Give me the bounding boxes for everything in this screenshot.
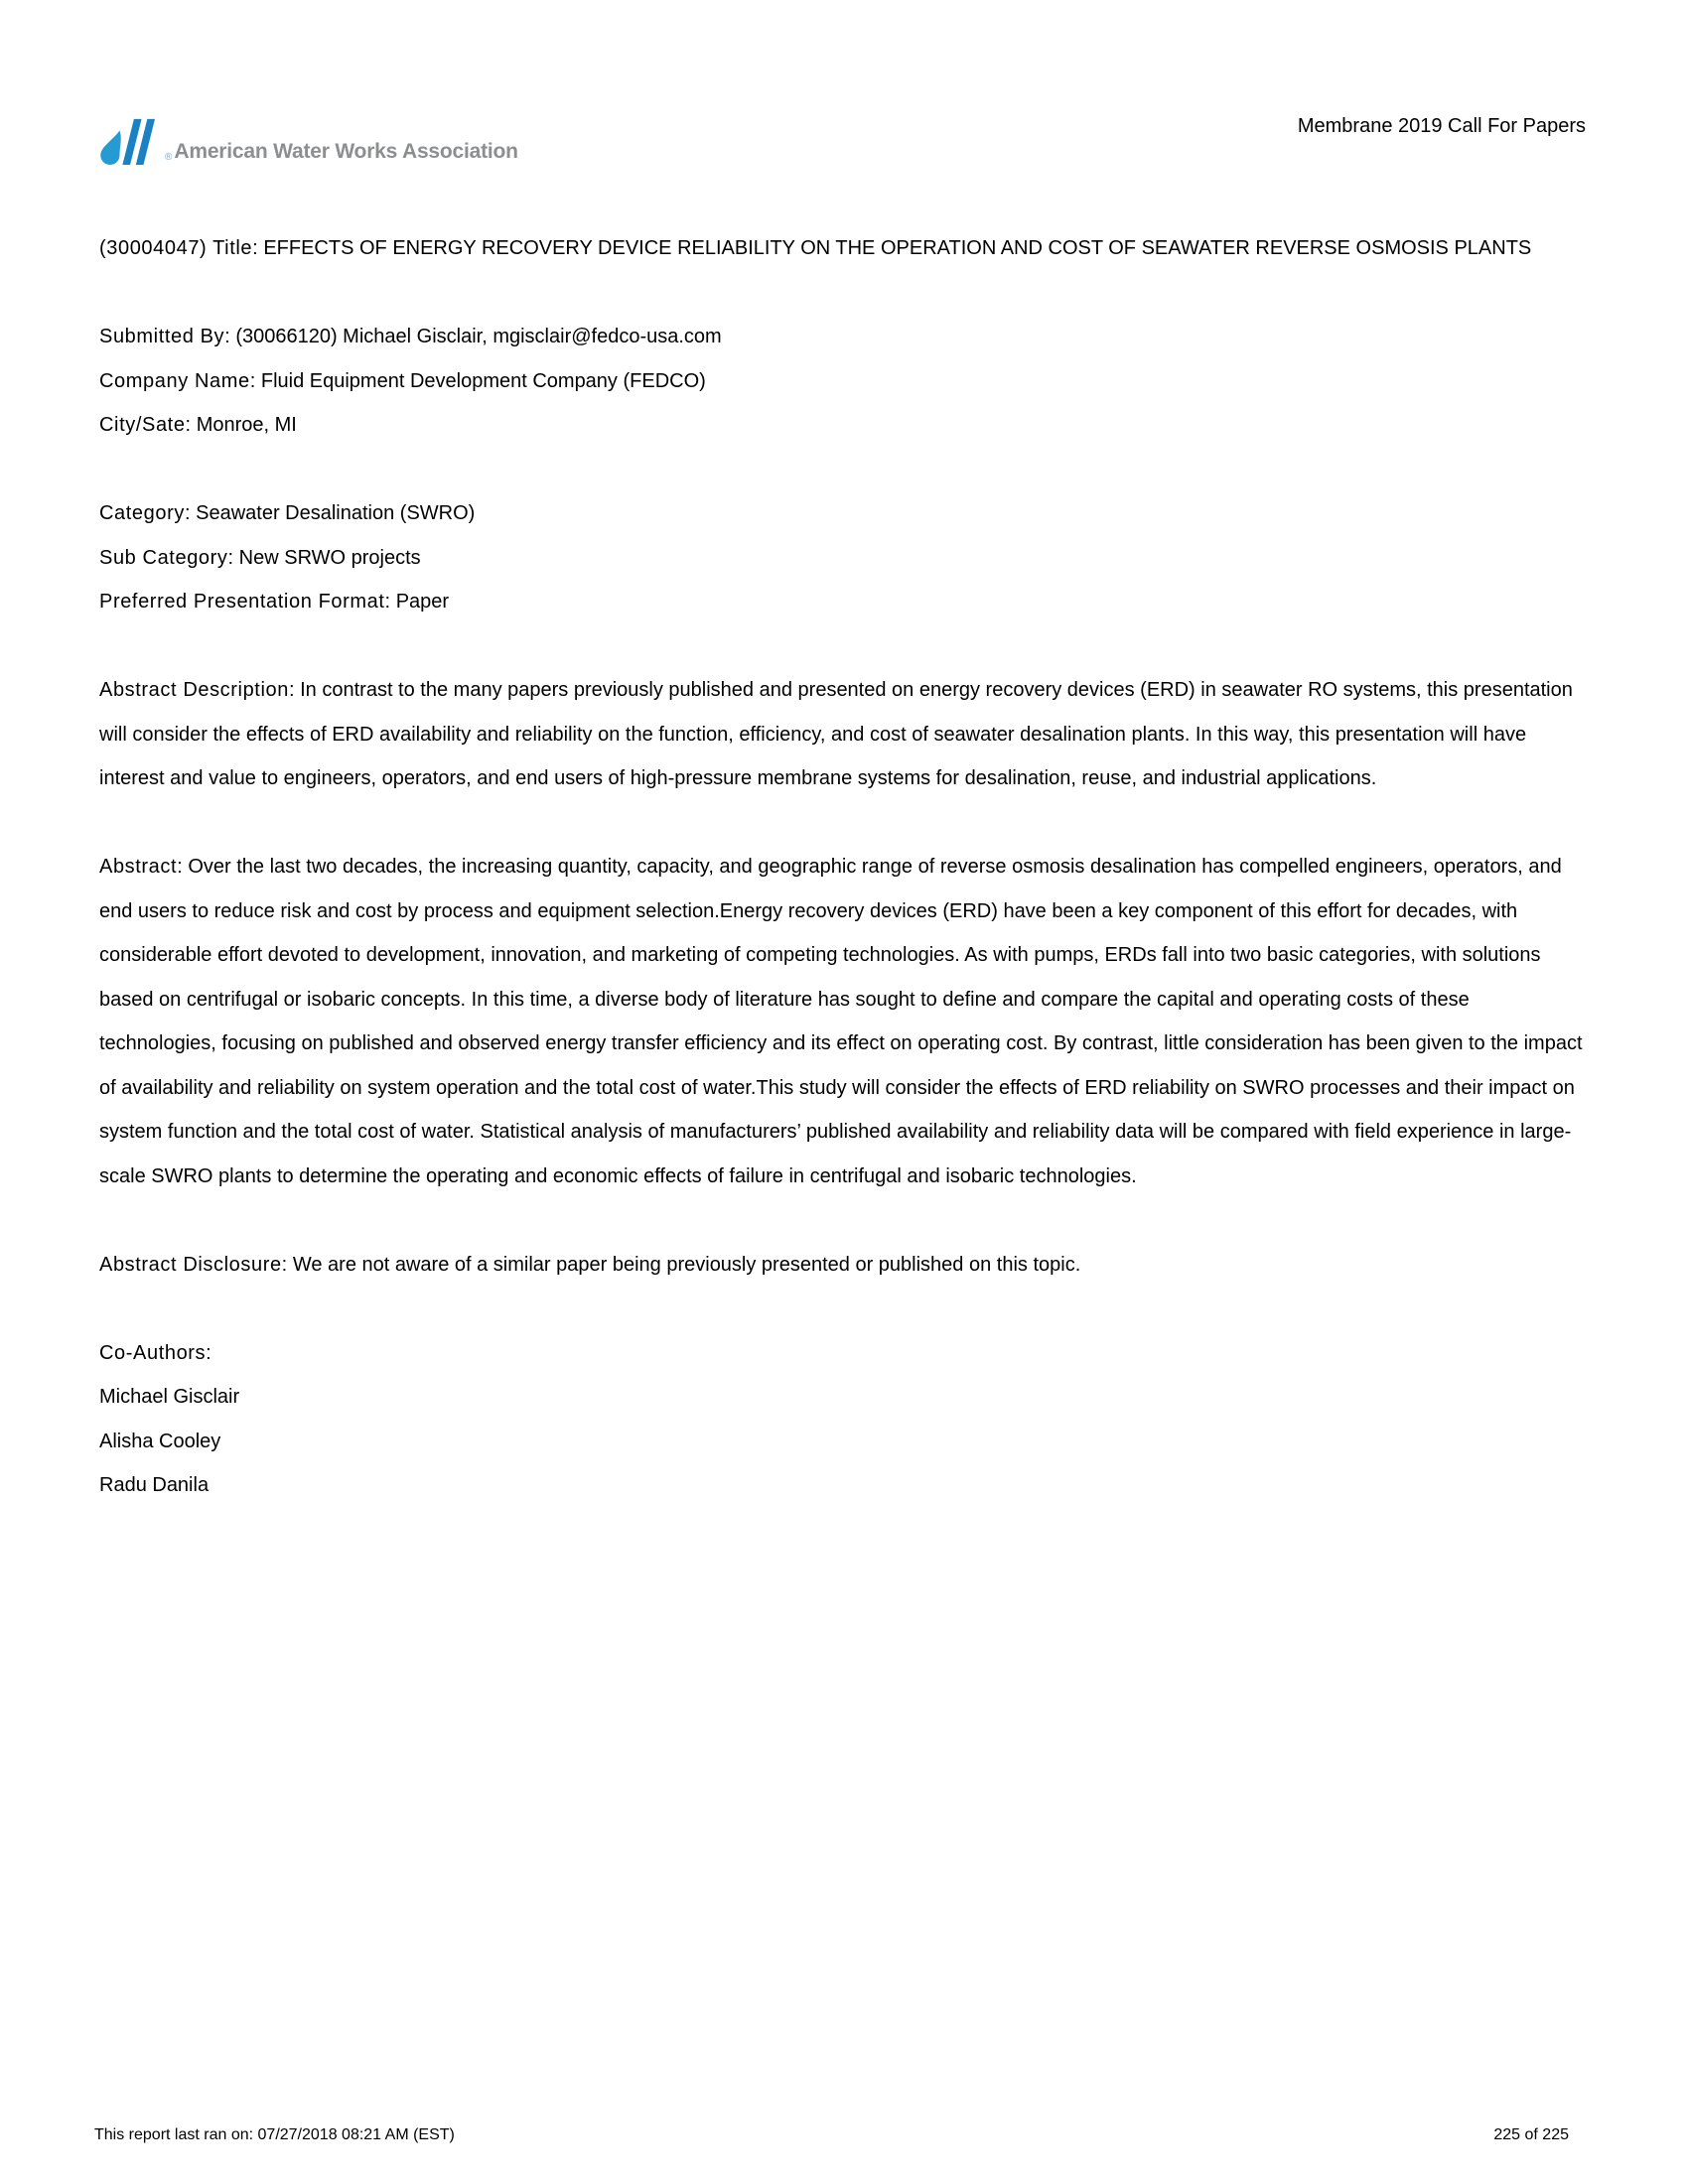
footer-page-indicator: 225 of 225 xyxy=(1493,2126,1569,2143)
registered-trademark-icon: ® xyxy=(165,152,173,163)
report-content xyxy=(99,226,1591,1508)
company-name-row xyxy=(99,359,1591,404)
abstract-description-text: In contrast to the many papers previously published and presented on energy recovery devices (ERD) in seawater RO systems, this presentation will consider the effects of ERD availability and reliability on the function, efficiency, and cost of seawater desalination plants. In this way, this presentation will have interest and value to engineers, operators, and end users of high-pressure membrane systems for desalination, reuse, and industrial applications. xyxy=(99,679,1573,789)
abstract-title-label: (30004047) Title: xyxy=(99,237,259,259)
co-authors-section xyxy=(99,1331,1591,1508)
category-row xyxy=(99,491,1591,536)
co-author-name: Alisha Cooley xyxy=(99,1430,221,1452)
category-field-group xyxy=(99,491,1591,624)
city-state-row xyxy=(99,403,1591,448)
abstract-paragraph xyxy=(99,845,1591,1198)
footer-last-ran: This report last ran on: 07/27/2018 08:21 AM (EST) xyxy=(94,2126,455,2143)
abstract-description-label: Abstract Description: xyxy=(99,679,296,701)
presentation-format-value: Paper xyxy=(395,591,450,613)
water-drop-logo-icon xyxy=(99,117,163,165)
abstract-disclosure-label: Abstract Disclosure: xyxy=(99,1253,288,1276)
abstract-title-paragraph xyxy=(99,226,1591,271)
sub-category-value: New SRWO projects xyxy=(238,546,421,569)
abstract-text: Over the last two decades, the increasing quantity, capacity, and geographic range of reverse osmosis desalination has compelled engineers, operators, and end users to reduce risk and cost by process and equipment selection.Energy recovery devices (ERD) have been a key component of this effort for decades, with considerable effort devoted to development, innovation, and marketing of competing technologies. As with pumps, ERDs fall into two basic categories, with solutions based on centrifugal or isobaric concepts. In this time, a diverse body of literature has sought to define and compare the capital and operating costs of these technologies, focusing on published and observed energy transfer efficiency and its effect on operating cost. By contrast, little consideration has been given to the impact of availability and reliability on system operation and the total cost of water.This study will consider the effects of ERD reliability on SWRO processes and their impact on system function and the total cost of water. Statistical analysis of manufacturers’ published availability and reliability data will be compared with field experience in large-scale SWRO plants to determine the operating and economic effects of failure in centrifugal and isobaric technologies. xyxy=(99,856,1583,1187)
abstract-description-paragraph xyxy=(99,668,1591,801)
submitted-by-label: Submitted By: xyxy=(99,326,231,347)
sub-category-label: Sub Category: xyxy=(99,546,234,569)
abstract-label: Abstract: xyxy=(99,856,184,878)
submitted-by-row xyxy=(99,315,1591,359)
presentation-format-label: Preferred Presentation Format: xyxy=(99,591,391,613)
category-label: Category: xyxy=(99,502,192,524)
abstract-title-value: EFFECTS OF ENERGY RECOVERY DEVICE RELIABILITY ON THE OPERATION AND COST OF SEAWATER REVERSE OSMOSIS PLANTS xyxy=(263,237,1532,259)
category-value: Seawater Desalination (SWRO) xyxy=(196,502,476,524)
logo-org-name: American Water Works Association xyxy=(174,140,518,163)
abstract-disclosure-text: We are not aware of a similar paper being previously presented or published on this topic. xyxy=(292,1253,1081,1276)
sub-category-row xyxy=(99,536,1591,581)
city-state-value: Monroe, MI xyxy=(196,414,297,436)
company-name-label: Company Name: xyxy=(99,369,256,392)
abstract-disclosure-paragraph xyxy=(99,1243,1591,1288)
awwa-logo xyxy=(99,117,518,165)
submitted-by-value: (30066120) Michael Gisclair, mgisclair@fedco-usa.com xyxy=(235,326,722,347)
company-name-value: Fluid Equipment Development Company (FEDCO) xyxy=(260,369,706,392)
co-authors-label: Co-Authors: xyxy=(99,1341,212,1364)
city-state-label: City/Sate: xyxy=(99,414,192,436)
presentation-format-row xyxy=(99,580,1591,624)
co-author-name: Radu Danila xyxy=(99,1474,210,1496)
co-author-name: Michael Gisclair xyxy=(99,1386,240,1408)
submitter-field-group xyxy=(99,315,1591,448)
report-header-title: Membrane 2019 Call For Papers xyxy=(1297,115,1586,137)
